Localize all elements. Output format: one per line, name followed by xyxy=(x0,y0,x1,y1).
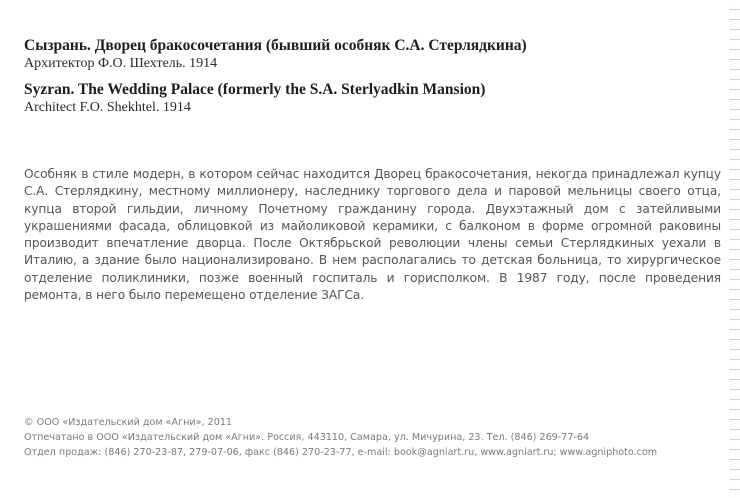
sales-contacts-line: Отдел продаж: (846) 270-23-87, 279-07-06, факс (846) 270-23-77, e-mail: book@agniart.ru, www.agniart.ru; www.agniphoto.com xyxy=(24,447,658,458)
architect-credit-english: Architect F.O. Shekhtel. 1914 xyxy=(24,100,191,115)
title-russian: Сызрань. Дворец бракосочетания (бывший особняк С.А. Стерлядкина) xyxy=(24,37,527,54)
copyright-line: © ООО «Издательский дом «Агни», 2011 xyxy=(24,417,233,428)
printing-info-line: Отпечатано в ООО «Издательский дом «Агни». Россия, 443110, Самара, ул. Мичурина, 23. Тел. (846) 269-77-64 xyxy=(24,432,590,443)
caption-block xyxy=(24,36,714,124)
description-paragraph: Особняк в стиле модерн, в котором сейчас находится Дворец бракосочетания, некогда принадлежал купцу С.А. Стерлядкину, местному миллионеру, наследнику торгового дела и паровой мельницы своего отца, купца второй гильдии, личному Почетному гражданину города. Двухэтажный дом с затейливыми украшениями фасада, облицовкой из майоликовой керамики, с балконом в форме огромной раковины производит впечатление дворца. После Октябрьской революции члены семьи Стерлядкиных уехали в Италию, а здание было национализировано. В нем располагались то детская больница, то хирургическое отделение поликлиники, позже военный госпиталь и горисполком. В 1987 году, после проведения ремонта, в него было перемещено отделение ЗАГСа. xyxy=(24,167,721,303)
architect-credit-russian: Архитектор Ф.О. Шехтель. 1914 xyxy=(24,56,218,71)
publisher-footer xyxy=(24,415,724,460)
page-edge-stack xyxy=(730,0,740,498)
title-english: Syzran. The Wedding Palace (formerly the S.A. Sterlyadkin Mansion) xyxy=(24,81,486,98)
